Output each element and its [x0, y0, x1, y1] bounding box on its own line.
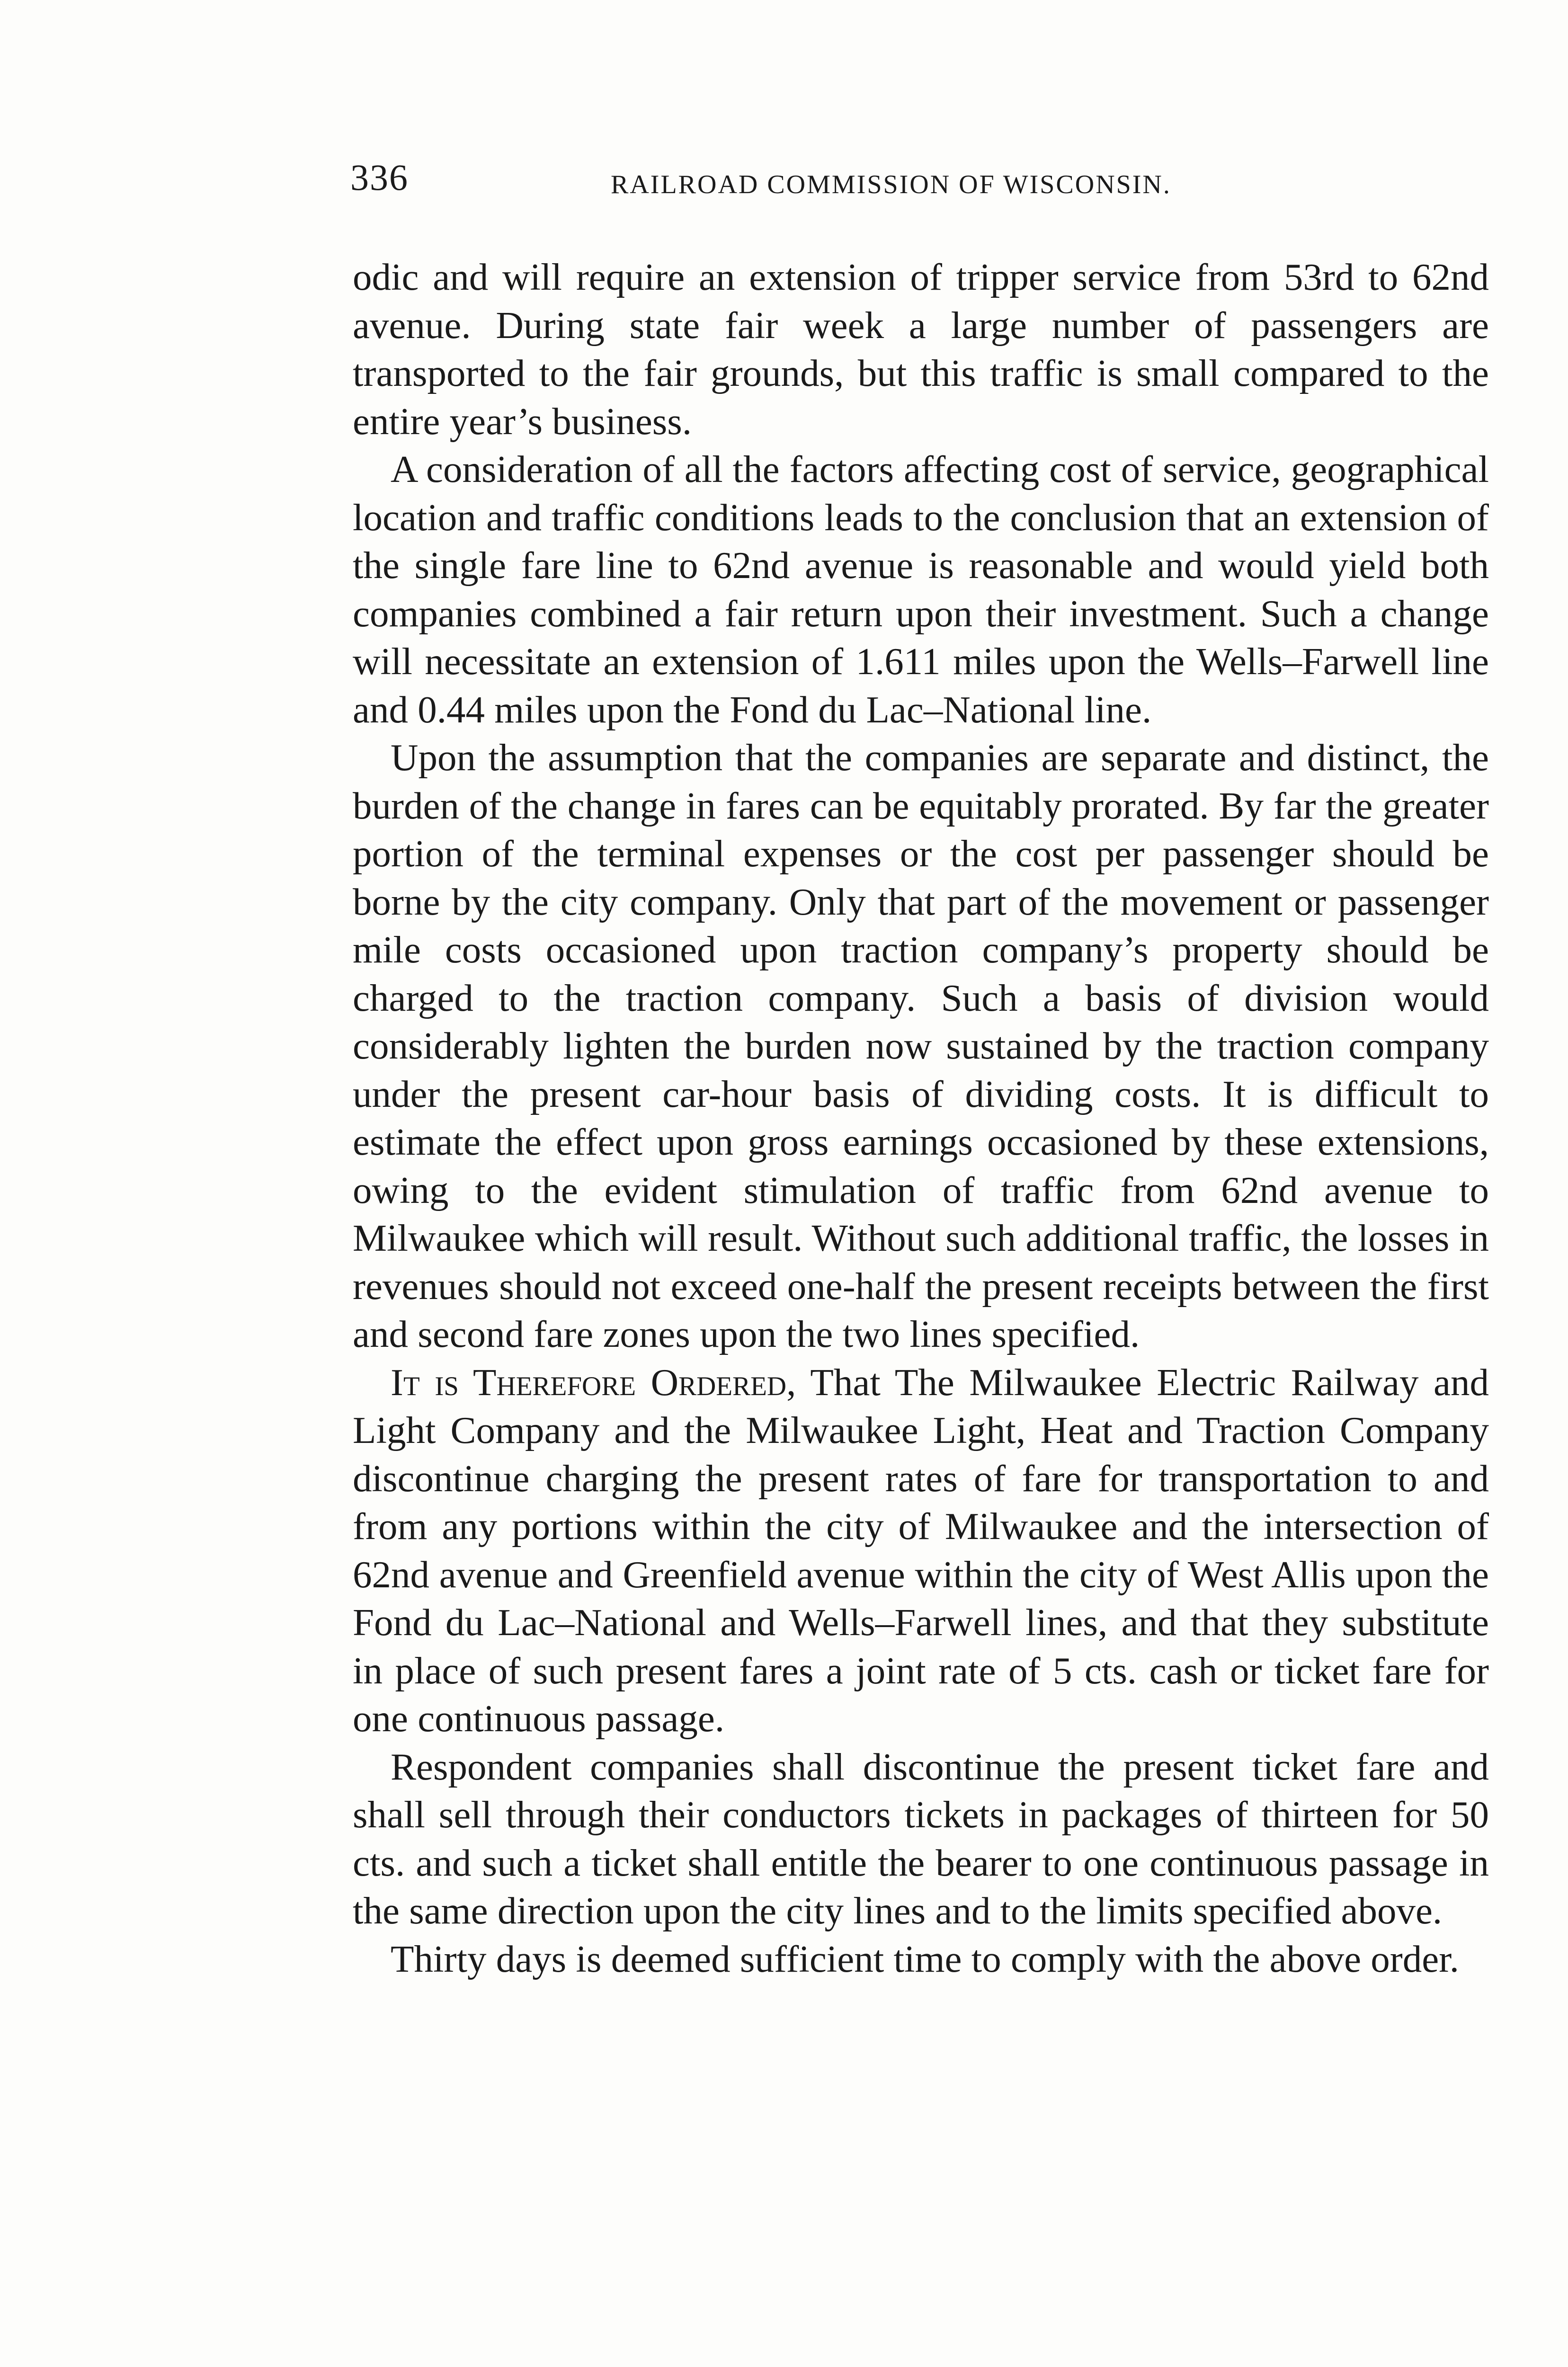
paragraph	[353, 253, 1489, 445]
page-number: 336	[350, 157, 409, 198]
order-lead: It is Therefore Ordered,	[391, 1361, 796, 1404]
paragraph	[353, 1935, 1489, 1984]
paragraph	[353, 734, 1489, 1359]
paragraph-text: Respondent companies shall discontinue the present ticket fare and shall sell through their conductors tickets in packages of thirteen for 50 cts. and such a ticket shall entitle the bearer to one continuous passage in the same direction upon the city lines and to the limits specified above.	[353, 1745, 1489, 1932]
paragraph-text: odic and will require an extension of tripper service from 53rd to 62nd avenue. During state fair week a large number of passengers are transported to the fair grounds, but this traffic is small compared to the entire year’s business.	[353, 256, 1489, 443]
paragraph-text: A consideration of all the factors affecting cost of service, geographical location and traffic conditions leads to the conclusion that an extension of the single fare line to 62nd avenue is reasonable and would yield both companies combined a fair return upon their investment. Such a change will necessitate an extension of 1.611 miles upon the Wells–Farwell line and 0.44 miles upon the Fond du Lac–National line.	[353, 448, 1489, 731]
paragraph-text: Thirty days is deemed sufficient time to comply with the above order.	[391, 1937, 1459, 1980]
body-text	[353, 253, 1489, 1983]
page-header	[350, 156, 1496, 204]
paragraph-text: That The Milwaukee Electric Railway and Light Company and the Milwaukee Light, Heat and Traction Company discontinue charging the present rates of fare for transportation to and from any portions within the city of Milwaukee and the intersection of 62nd avenue and Greenfield avenue within the city of West Allis upon the Fond du Lac–National and Wells–Farwell lines, and that they substitute in place of such present fares a joint rate of 5 cts. cash or ticket fare for one continuous passage.	[353, 1361, 1489, 1740]
paragraph-text: Upon the assumption that the companies are separate and distinct, the burden of the change in fares can be equitably prorated. By far the greater portion of the terminal expenses or the cost per passenger should be borne by the city company. Only that part of the movement or passenger mile costs occasioned upon traction company’s property should be charged to the traction company. Such a basis of division would considerably lighten the burden now sustained by the traction company under the present car-hour basis of dividing costs. It is difficult to estimate the effect upon gross earnings occasioned by these extensions, owing to the evident stimulation of traffic from 62nd avenue to Milwaukee which will result. Without such additional traffic, the losses in revenues should not exceed one-half the present receipts between the first and second fare zones upon the two lines specified.	[353, 736, 1489, 1355]
paragraph-order	[353, 1359, 1489, 1743]
paragraph	[353, 1743, 1489, 1935]
running-head: RAILROAD COMMISSION OF WISCONSIN.	[611, 170, 1171, 199]
paragraph	[353, 445, 1489, 734]
